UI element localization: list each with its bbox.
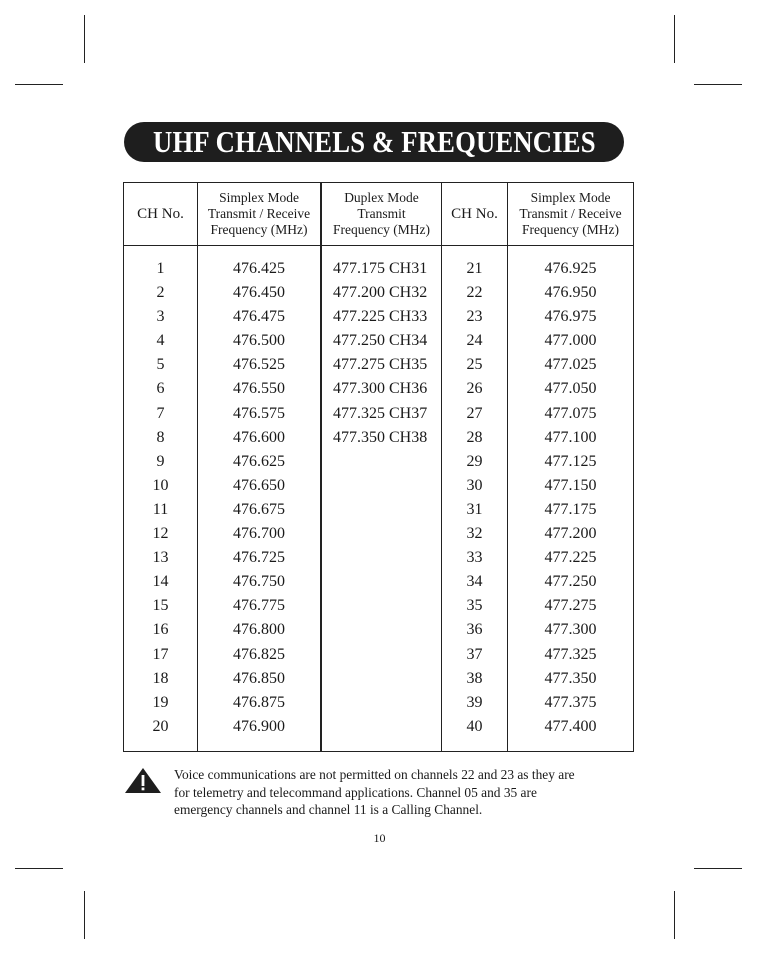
crop-mark bbox=[674, 891, 675, 939]
simplex-frequency-cell: 476.950 bbox=[544, 284, 597, 302]
column-simplex-left bbox=[198, 257, 320, 739]
simplex-frequency-cell: 476.625 bbox=[233, 452, 285, 470]
simplex-frequency-cell: 476.725 bbox=[233, 549, 285, 567]
simplex-frequency-cell: 476.900 bbox=[233, 717, 285, 735]
duplex-frequency-cell: 477.325 CH37 bbox=[333, 404, 428, 422]
channel-number-cell: 18 bbox=[152, 669, 169, 687]
crop-mark bbox=[15, 84, 63, 85]
column-channels-left bbox=[124, 257, 197, 739]
column-simplex-right bbox=[508, 257, 633, 739]
channel-number-cell: 34 bbox=[466, 573, 483, 591]
channel-number-cell: 39 bbox=[466, 693, 483, 711]
channel-number-cell: 20 bbox=[152, 717, 169, 735]
channel-number-cell: 12 bbox=[152, 525, 169, 543]
simplex-frequency-cell: 476.500 bbox=[233, 332, 285, 350]
channel-number-cell: 27 bbox=[466, 404, 483, 422]
channel-number-cell: 2 bbox=[156, 284, 165, 302]
channel-number-cell: 37 bbox=[466, 645, 483, 663]
channel-number-cell: 35 bbox=[466, 597, 483, 615]
simplex-frequency-cell: 476.775 bbox=[233, 597, 285, 615]
channel-number-cell: 14 bbox=[152, 573, 169, 591]
channel-number-cell: 38 bbox=[466, 669, 483, 687]
crop-mark bbox=[674, 15, 675, 63]
channel-number-cell: 33 bbox=[466, 549, 483, 567]
usage-note bbox=[174, 766, 604, 819]
simplex-frequency-cell: 476.850 bbox=[233, 669, 285, 687]
crop-mark bbox=[84, 15, 85, 63]
channel-number-cell: 15 bbox=[152, 597, 169, 615]
simplex-frequency-cell: 477.325 bbox=[544, 645, 597, 663]
simplex-frequency-cell: 477.275 bbox=[544, 597, 597, 615]
simplex-frequency-cell: 477.100 bbox=[544, 428, 597, 446]
simplex-frequency-cell: 477.125 bbox=[544, 452, 597, 470]
simplex-frequency-cell: 477.200 bbox=[544, 525, 597, 543]
header-label: Simplex Mode Transmit / Receive Frequency (MHz) bbox=[519, 190, 622, 237]
simplex-frequency-cell: 476.575 bbox=[233, 404, 285, 422]
simplex-frequency-cell: 476.975 bbox=[544, 308, 597, 326]
channel-number-cell: 40 bbox=[466, 717, 483, 735]
crop-mark bbox=[694, 84, 742, 85]
channel-number-cell: 32 bbox=[466, 525, 483, 543]
duplex-frequency-cell: 477.225 CH33 bbox=[333, 308, 428, 326]
header-simplex-left bbox=[198, 183, 320, 245]
channel-number-cell: 24 bbox=[466, 332, 483, 350]
page-number: 10 bbox=[373, 831, 386, 845]
header-label: Simplex Mode Transmit / Receive Frequency (MHz) bbox=[207, 190, 311, 237]
channel-number-cell: 19 bbox=[152, 693, 169, 711]
channel-number-cell: 26 bbox=[466, 380, 483, 398]
header-label: CH No. bbox=[137, 206, 184, 222]
header-ch-no-left bbox=[124, 183, 197, 245]
crop-mark bbox=[84, 891, 85, 939]
simplex-frequency-cell: 476.425 bbox=[233, 260, 285, 277]
simplex-frequency-cell: 476.650 bbox=[233, 476, 285, 494]
frequency-table bbox=[123, 182, 634, 752]
channel-number-cell: 23 bbox=[466, 308, 483, 326]
crop-mark bbox=[694, 868, 742, 869]
simplex-frequency-cell: 476.800 bbox=[233, 621, 285, 639]
header-ch-no-right bbox=[442, 183, 507, 245]
crop-mark bbox=[15, 868, 63, 869]
simplex-frequency-cell: 476.825 bbox=[233, 645, 285, 663]
simplex-frequency-cell: 476.600 bbox=[233, 428, 285, 446]
channel-number-cell: 29 bbox=[466, 452, 483, 470]
channel-number-cell: 8 bbox=[156, 428, 165, 446]
simplex-frequency-cell: 476.875 bbox=[233, 693, 285, 711]
duplex-frequency-cell: 477.300 CH36 bbox=[333, 380, 428, 398]
channel-number-cell: 22 bbox=[466, 284, 483, 302]
warning-triangle-icon bbox=[124, 767, 162, 794]
simplex-frequency-cell: 477.350 bbox=[544, 669, 597, 687]
simplex-frequency-cell: 477.025 bbox=[544, 356, 597, 374]
channel-number-cell: 11 bbox=[152, 500, 169, 518]
channel-number-cell: 13 bbox=[152, 549, 169, 567]
simplex-frequency-cell: 477.000 bbox=[544, 332, 597, 350]
duplex-frequency-cell: 477.350 CH38 bbox=[333, 428, 428, 446]
header-simplex-right bbox=[508, 183, 633, 245]
channel-number-cell: 16 bbox=[152, 621, 169, 639]
simplex-frequency-cell: 476.750 bbox=[233, 573, 285, 591]
header-divider bbox=[124, 245, 633, 246]
simplex-frequency-cell: 476.550 bbox=[233, 380, 285, 398]
channel-number-cell: 25 bbox=[466, 356, 483, 374]
channel-number-cell: 6 bbox=[156, 380, 165, 398]
simplex-frequency-cell: 476.525 bbox=[233, 356, 285, 374]
title-bar bbox=[124, 122, 624, 162]
simplex-frequency-cell: 477.375 bbox=[544, 693, 597, 711]
header-label: CH No. bbox=[451, 206, 498, 222]
simplex-frequency-cell: 477.075 bbox=[544, 404, 597, 422]
note-line: emergency channels and channel 11 is a Calling Channel. bbox=[174, 802, 483, 817]
note-line: Voice communications are not permitted on channels 22 and 23 as they are bbox=[174, 767, 575, 782]
duplex-frequency-cell: 477.175 CH31 bbox=[333, 260, 428, 277]
duplex-frequency-cell: 477.250 CH34 bbox=[333, 332, 428, 350]
simplex-frequency-cell: 477.150 bbox=[544, 476, 597, 494]
header-label: Duplex Mode Transmit Frequency (MHz) bbox=[332, 190, 431, 237]
duplex-frequency-cell: 477.200 CH32 bbox=[333, 284, 428, 302]
channel-number-cell: 9 bbox=[156, 452, 165, 470]
channel-number-cell: 4 bbox=[156, 332, 165, 350]
simplex-frequency-cell: 477.050 bbox=[544, 380, 597, 398]
column-channels-right bbox=[442, 257, 507, 739]
channel-number-cell: 7 bbox=[156, 404, 165, 422]
simplex-frequency-cell: 476.925 bbox=[544, 260, 597, 277]
channel-number-cell: 30 bbox=[466, 476, 483, 494]
header-duplex bbox=[322, 183, 441, 245]
simplex-frequency-cell: 476.450 bbox=[233, 284, 285, 302]
page-title: UHF CHANNELS & FREQUENCIES bbox=[152, 124, 596, 159]
channel-number-cell: 17 bbox=[152, 645, 169, 663]
simplex-frequency-cell: 477.175 bbox=[544, 500, 597, 518]
channel-number-cell: 28 bbox=[466, 428, 483, 446]
simplex-frequency-cell: 477.400 bbox=[544, 717, 597, 735]
channel-number-cell: 31 bbox=[466, 500, 483, 518]
column-duplex bbox=[333, 257, 441, 450]
simplex-frequency-cell: 476.700 bbox=[233, 525, 285, 543]
channel-number-cell: 3 bbox=[156, 308, 165, 326]
simplex-frequency-cell: 477.300 bbox=[544, 621, 597, 639]
column-divider bbox=[320, 183, 322, 751]
channel-number-cell: 5 bbox=[156, 356, 165, 374]
simplex-frequency-cell: 477.250 bbox=[544, 573, 597, 591]
note-line: for telemetry and telecommand applications. Channel 05 and 35 are bbox=[174, 784, 537, 800]
channel-number-cell: 21 bbox=[466, 260, 483, 277]
simplex-frequency-cell: 476.475 bbox=[233, 308, 285, 326]
duplex-frequency-cell: 477.275 CH35 bbox=[333, 356, 428, 374]
simplex-frequency-cell: 477.225 bbox=[544, 549, 597, 567]
channel-number-cell: 1 bbox=[156, 260, 165, 277]
simplex-frequency-cell: 476.675 bbox=[233, 500, 285, 518]
channel-number-cell: 10 bbox=[152, 476, 169, 494]
channel-number-cell: 36 bbox=[466, 621, 483, 639]
